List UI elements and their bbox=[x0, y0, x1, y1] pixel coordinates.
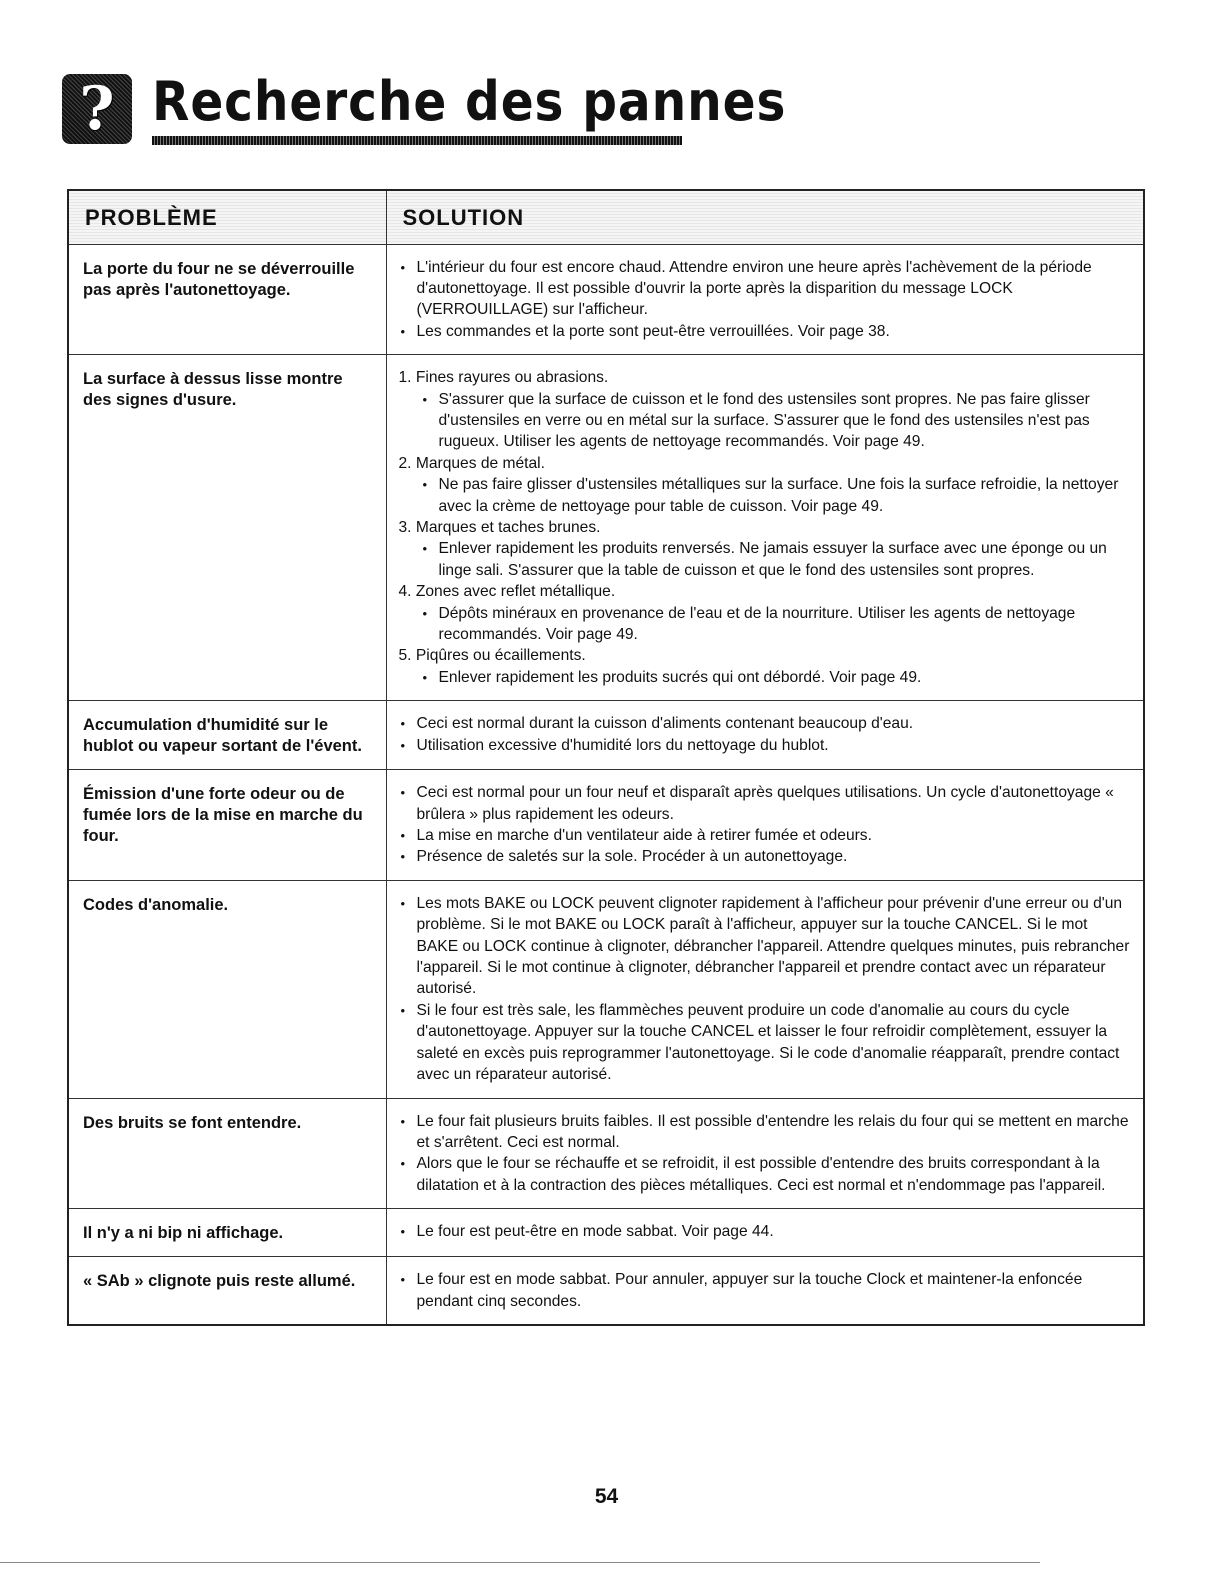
solution-item: • Les mots BAKE ou LOCK peuvent clignoter rapidement à l'afficheur pour prévenir d'une erreur ou d'un problème. Si le mot BAKE ou LOCK paraît à l'afficheur, appuyer sur la touche CANCEL. Si le mot BAKE ou LOCK continue à clignoter, débrancher l'appareil. Attendre quelques minutes, puis rebrancher l'appareil. Si le mot continue à clignoter, débrancher l'appareil et prendre contact avec un réparateur autorisé. bbox=[399, 893, 1134, 1000]
numbered-item bbox=[399, 645, 1134, 688]
table-row bbox=[68, 1098, 1144, 1209]
solution-item: • L'intérieur du four est encore chaud. Attendre environ une heure après l'achèvement de la période d'autonettoyage. Il est possible d'ouvrir la porte après la disparition du message LOCK (VERROUILLAGE) sur l'afficheur. bbox=[399, 257, 1134, 321]
table-header-row bbox=[68, 190, 1144, 244]
solution-item: • S'assurer que la surface de cuisson et le fond des ustensiles sont propres. Ne pas faire glisser d'ustensiles en verre ou en métal sur la surface. S'assurer que le fond des ustensiles n'est pas rugueux. Utiliser les agents de nettoyage recommandés. Voir page 49. bbox=[421, 389, 1134, 453]
numbered-item bbox=[399, 517, 1134, 581]
solution-cell bbox=[386, 701, 1144, 770]
numbered-item bbox=[399, 581, 1134, 645]
title-underline bbox=[152, 136, 682, 145]
problem-cell: « SAb » clignote puis reste allumé. bbox=[68, 1257, 386, 1325]
numbered-item-label: 4. Zones avec reflet métallique. bbox=[398, 583, 616, 601]
problem-cell: Accumulation d'humidité sur le hublot ou vapeur sortant de l'évent. bbox=[68, 701, 386, 770]
numbered-list bbox=[399, 367, 1134, 688]
table-row bbox=[68, 770, 1144, 881]
solution-cell bbox=[386, 770, 1144, 881]
troubleshooting-table bbox=[67, 189, 1145, 1326]
solution-item: • Enlever rapidement les produits renversés. Ne jamais essuyer la surface avec une éponge ou un linge sali. S'assurer que la table de cuisson et que le fond des ustensiles sont propres. bbox=[421, 538, 1134, 581]
solution-cell bbox=[386, 244, 1144, 355]
solution-item: • Ceci est normal pour un four neuf et disparaît après quelques utilisations. Un cycle d'autonettoyage « brûlera » plus rapidement les odeurs. bbox=[399, 782, 1134, 825]
problem-cell: La surface à dessus lisse montre des signes d'usure. bbox=[68, 355, 386, 701]
solution-item: • Ceci est normal durant la cuisson d'aliments contenant beaucoup d'eau. bbox=[399, 713, 1134, 734]
solution-cell bbox=[386, 880, 1144, 1098]
footer-divider bbox=[0, 1562, 1040, 1563]
solution-item: • Le four est en mode sabbat. Pour annuler, appuyer sur la touche Clock et maintener-la enfoncée pendant cinq secondes. bbox=[399, 1269, 1134, 1312]
column-header-problem: PROBLÈME bbox=[68, 190, 386, 244]
solution-item: • Les commandes et la porte sont peut-être verrouillées. Voir page 38. bbox=[399, 321, 1134, 342]
table-row bbox=[68, 1209, 1144, 1257]
solution-item: • Alors que le four se réchauffe et se refroidit, il est possible d'entendre des bruits correspondant à la dilatation et à la contraction des pièces métalliques. Ceci est normal et n'endommage pas l'appareil. bbox=[399, 1153, 1134, 1196]
numbered-item bbox=[399, 367, 1134, 453]
question-icon bbox=[62, 74, 132, 144]
table-row bbox=[68, 244, 1144, 355]
solution-cell bbox=[386, 1257, 1144, 1325]
problem-cell: Codes d'anomalie. bbox=[68, 880, 386, 1098]
problem-cell: Émission d'une forte odeur ou de fumée lors de la mise en marche du four. bbox=[68, 770, 386, 881]
numbered-item-label: 2. Marques de métal. bbox=[398, 454, 545, 472]
table-row bbox=[68, 1257, 1144, 1325]
numbered-item-label: 5. Piqûres ou écaillements. bbox=[398, 647, 586, 665]
problem-cell: Des bruits se font entendre. bbox=[68, 1098, 386, 1209]
solution-item: • Enlever rapidement les produits sucrés qui ont débordé. Voir page 49. bbox=[421, 667, 1134, 688]
solution-item: • Le four est peut-être en mode sabbat. Voir page 44. bbox=[399, 1221, 1134, 1242]
numbered-item bbox=[399, 453, 1134, 517]
solution-item: • Dépôts minéraux en provenance de l'eau et de la nourriture. Utiliser les agents de nettoyage recommandés. Voir page 49. bbox=[421, 603, 1134, 646]
problem-cell: La porte du four ne se déverrouille pas après l'autonettoyage. bbox=[68, 244, 386, 355]
question-glyph: ? bbox=[79, 74, 115, 144]
table-row bbox=[68, 880, 1144, 1098]
solution-item: • La mise en marche d'un ventilateur aide à retirer fumée et odeurs. bbox=[399, 825, 1134, 846]
solution-cell bbox=[386, 1209, 1144, 1257]
page-number: 54 bbox=[594, 1485, 619, 1508]
solution-item: • Présence de saletés sur la sole. Procéder à un autonettoyage. bbox=[399, 846, 1134, 867]
numbered-item-label: 1. Fines rayures ou abrasions. bbox=[398, 369, 609, 387]
page-title: Recherche des pannes bbox=[152, 70, 787, 133]
table-row bbox=[68, 355, 1144, 701]
numbered-item-label: 3. Marques et taches brunes. bbox=[398, 518, 601, 536]
problem-cell: Il n'y a ni bip ni affichage. bbox=[68, 1209, 386, 1257]
solution-list bbox=[399, 257, 1134, 343]
solution-cell bbox=[386, 1098, 1144, 1209]
page-header bbox=[62, 66, 787, 156]
solution-item: • Ne pas faire glisser d'ustensiles métalliques sur la surface. Une fois la surface refroidie, la nettoyer avec la crème de nettoyage pour table de cuisson. Voir page 49. bbox=[421, 474, 1134, 517]
solution-item: • Le four fait plusieurs bruits faibles. Il est possible d'entendre les relais du four qui se mettent en marche et s'arrêtent. Ceci est normal. bbox=[399, 1111, 1134, 1154]
column-header-solution: SOLUTION bbox=[386, 190, 1144, 244]
table-row bbox=[68, 701, 1144, 770]
solution-cell bbox=[386, 355, 1144, 701]
solution-item: • Si le four est très sale, les flammèches peuvent produire un code d'anomalie au cours du cycle d'autonettoyage. Appuyer sur la touche CANCEL et laisser le four refroidir complètement, essuyer la saleté en excès puis reprogrammer l'autonettoyage. Si le code d'anomalie réapparaît, prendre contact avec un réparateur autorisé. bbox=[399, 1000, 1134, 1086]
solution-item: • Utilisation excessive d'humidité lors du nettoyage du hublot. bbox=[399, 735, 1134, 756]
